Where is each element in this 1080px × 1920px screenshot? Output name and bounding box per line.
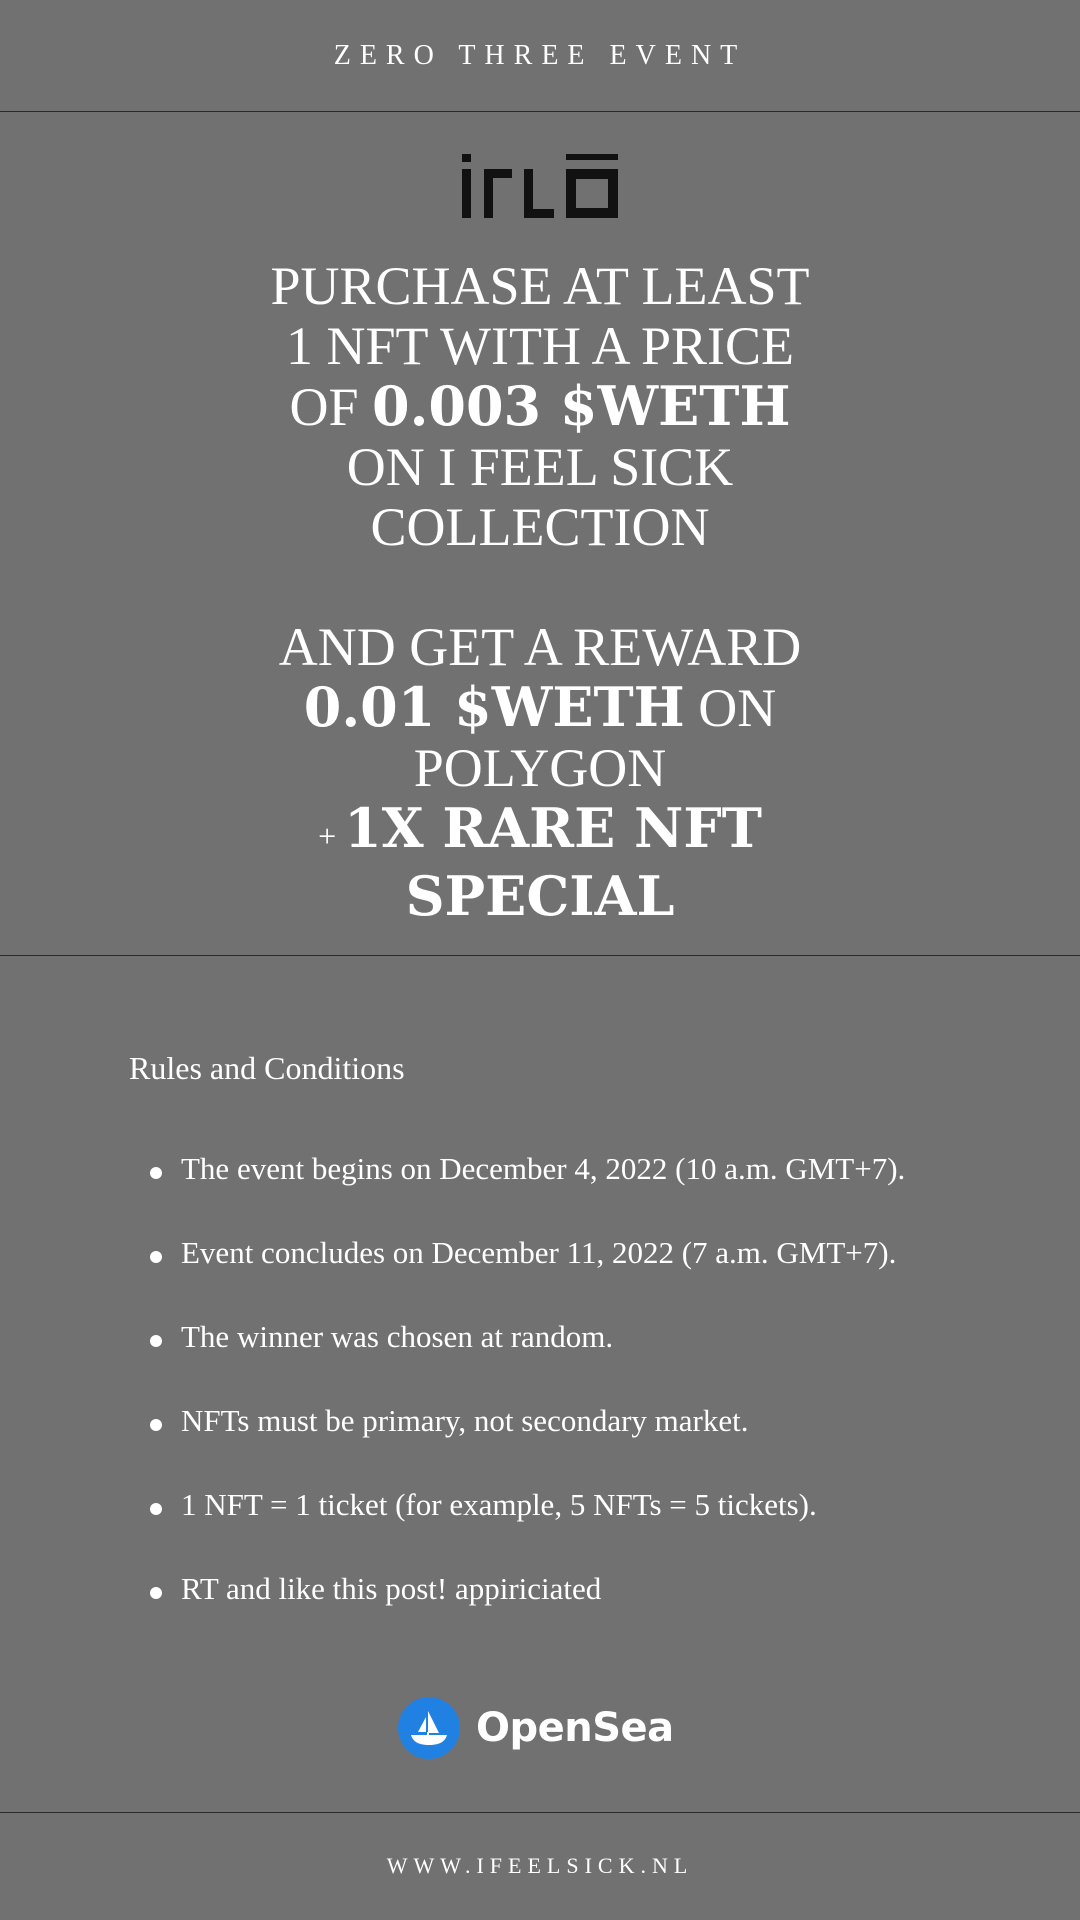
list-item — [0, 1299, 1080, 1383]
promo-headline — [0, 256, 1080, 926]
list-item — [0, 1383, 1080, 1467]
headline-line: AND GET A REWARD — [278, 617, 802, 677]
reward-highlight: 0.01 $WETH — [303, 675, 685, 739]
rule-text: Event concludes on December 11, 2022 (7 a.m. GMT+7). — [181, 1235, 897, 1270]
headline-line: POLYGON — [413, 738, 667, 798]
headline-line — [0, 677, 1080, 738]
headline-line: PURCHASE AT LEAST — [270, 256, 810, 316]
rules-title: Rules and Conditions — [129, 1050, 405, 1086]
rules-list — [0, 1131, 1080, 1635]
list-item — [0, 1131, 1080, 1215]
rule-text: The winner was chosen at random. — [181, 1319, 614, 1354]
bonus-highlight: 1X RARE NFT — [344, 796, 762, 860]
list-item — [0, 1467, 1080, 1551]
headline-line: COLLECTION — [370, 497, 710, 557]
bullet-icon — [150, 1419, 162, 1431]
opensea-logo — [398, 1697, 674, 1759]
headline-line — [0, 376, 1080, 437]
headline-line: ON I FEEL SICK — [346, 437, 734, 497]
bullet-icon — [150, 1587, 162, 1599]
headline-spacer — [0, 557, 1080, 617]
middle-divider — [0, 955, 1080, 956]
list-item — [0, 1551, 1080, 1635]
footer — [0, 1812, 1080, 1920]
opensea-ship-icon — [398, 1697, 460, 1759]
headline-text: ON — [684, 678, 777, 738]
rule-text: RT and like this post! appiriciated — [181, 1571, 602, 1606]
opensea-name: OpenSea — [476, 1705, 674, 1751]
website-url: WWW.IFEELSICK.NL — [386, 1853, 694, 1878]
iflo-logo — [462, 154, 618, 218]
bonus-highlight: SPECIAL — [405, 864, 675, 928]
bullet-icon — [150, 1335, 162, 1347]
rule-text: The event begins on December 4, 2022 (10 a.m. GMT+7). — [181, 1151, 906, 1186]
headline-text: OF — [289, 377, 373, 437]
headline-text: + — [318, 818, 345, 854]
header — [0, 0, 1080, 112]
event-title: ZERO THREE EVENT — [333, 40, 747, 71]
list-item — [0, 1215, 1080, 1299]
headline-line: 1 NFT WITH A PRICE — [285, 316, 795, 376]
top-divider — [0, 111, 1080, 112]
rule-text: NFTs must be primary, not secondary market. — [181, 1403, 749, 1438]
bullet-icon — [150, 1167, 162, 1179]
rule-text: 1 NFT = 1 ticket (for example, 5 NFTs = 5 tickets). — [181, 1487, 817, 1522]
bullet-icon — [150, 1503, 162, 1515]
headline-line — [0, 798, 1080, 866]
price-highlight: 0.003 $WETH — [372, 374, 791, 438]
bullet-icon — [150, 1251, 162, 1263]
